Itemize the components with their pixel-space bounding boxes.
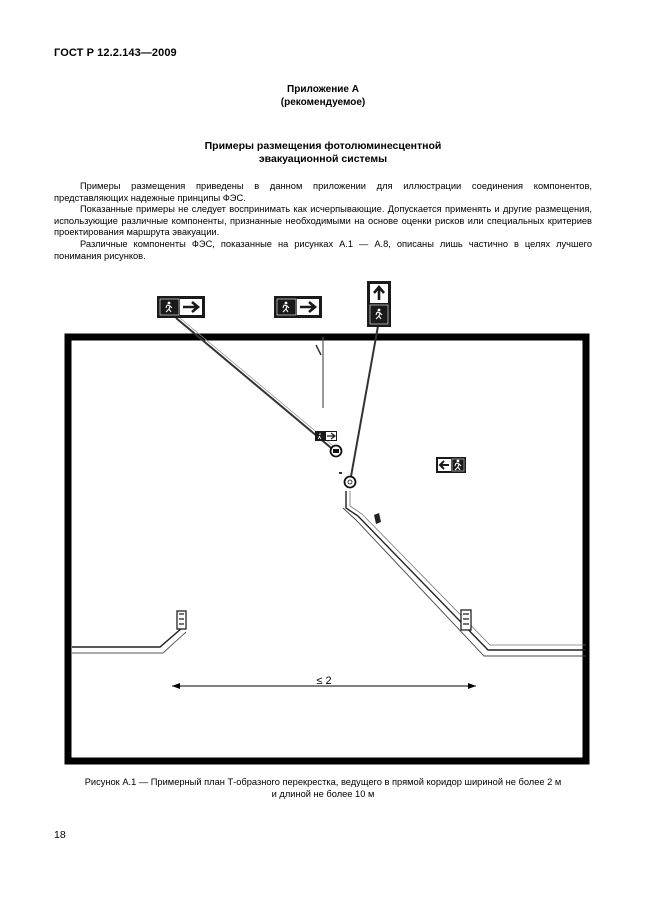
guidance-line-right (350, 326, 378, 482)
floor-marking-diagonal-outer (343, 508, 586, 656)
caption-line-1: Рисунок А.1 — Примерный план Т-образного перекрестка, ведущего в прямой коридор шириной не более 2 м (84, 777, 562, 787)
appendix-subtitle: (рекомендуемое) (280, 97, 366, 108)
dimension-arrow-left (172, 683, 180, 689)
page-number: 18 (54, 829, 66, 841)
dimension-arrow-right (468, 683, 476, 689)
exit-sign-top-vertical (367, 281, 391, 327)
floor-marking-left-outer (72, 632, 186, 653)
paragraph-2: Показанные примеры не следует воспринимать как исчерпывающие. Допускается применять и другие размещения, использующие различные компоненты, признанные необходимыми на основе оценки рисков или специальных критериев проектирования маршрута эвакуации. (54, 204, 592, 238)
figure-caption (54, 777, 592, 800)
floor-marker-right-corner (461, 610, 471, 630)
exit-sign-right-wall (436, 457, 466, 473)
light-fixture-lower (345, 477, 356, 488)
paragraph-1: Примеры размещения приведены в данном приложении для иллюстрации соединения компонентов, представляющих надежные принципы ФЭС. (54, 181, 592, 203)
floor-marking-left (72, 628, 182, 647)
floor-marker-left-corner (177, 611, 186, 629)
junction-marker (339, 472, 342, 474)
section-title-line-2: эвакуационной системы (258, 153, 388, 165)
exit-sign-top-middle (274, 296, 322, 318)
caption-line-2: и длиной не более 10 м (271, 788, 375, 799)
section-title-line-1: Примеры размещения фотолюминесцентной (204, 140, 442, 152)
exit-sign-top-left (157, 296, 205, 318)
corridor-wall-outline (68, 337, 586, 761)
dimension-label: ≤ 2 (316, 675, 332, 687)
exit-sign-small-junction (315, 431, 337, 441)
light-fixture-upper (331, 446, 342, 457)
paragraph-3: Различные компоненты ФЭС, показанные на рисунках А.1 — А.8, описаны лишь частично в целях лучшего понимания рисунков. (54, 238, 592, 261)
document-header: ГОСТ Р 12.2.143—2009 (54, 47, 177, 59)
appendix-title: Приложение А (287, 84, 359, 95)
wall-stub-tick (316, 345, 321, 355)
floor-marker-diagonal-upper (374, 513, 381, 524)
